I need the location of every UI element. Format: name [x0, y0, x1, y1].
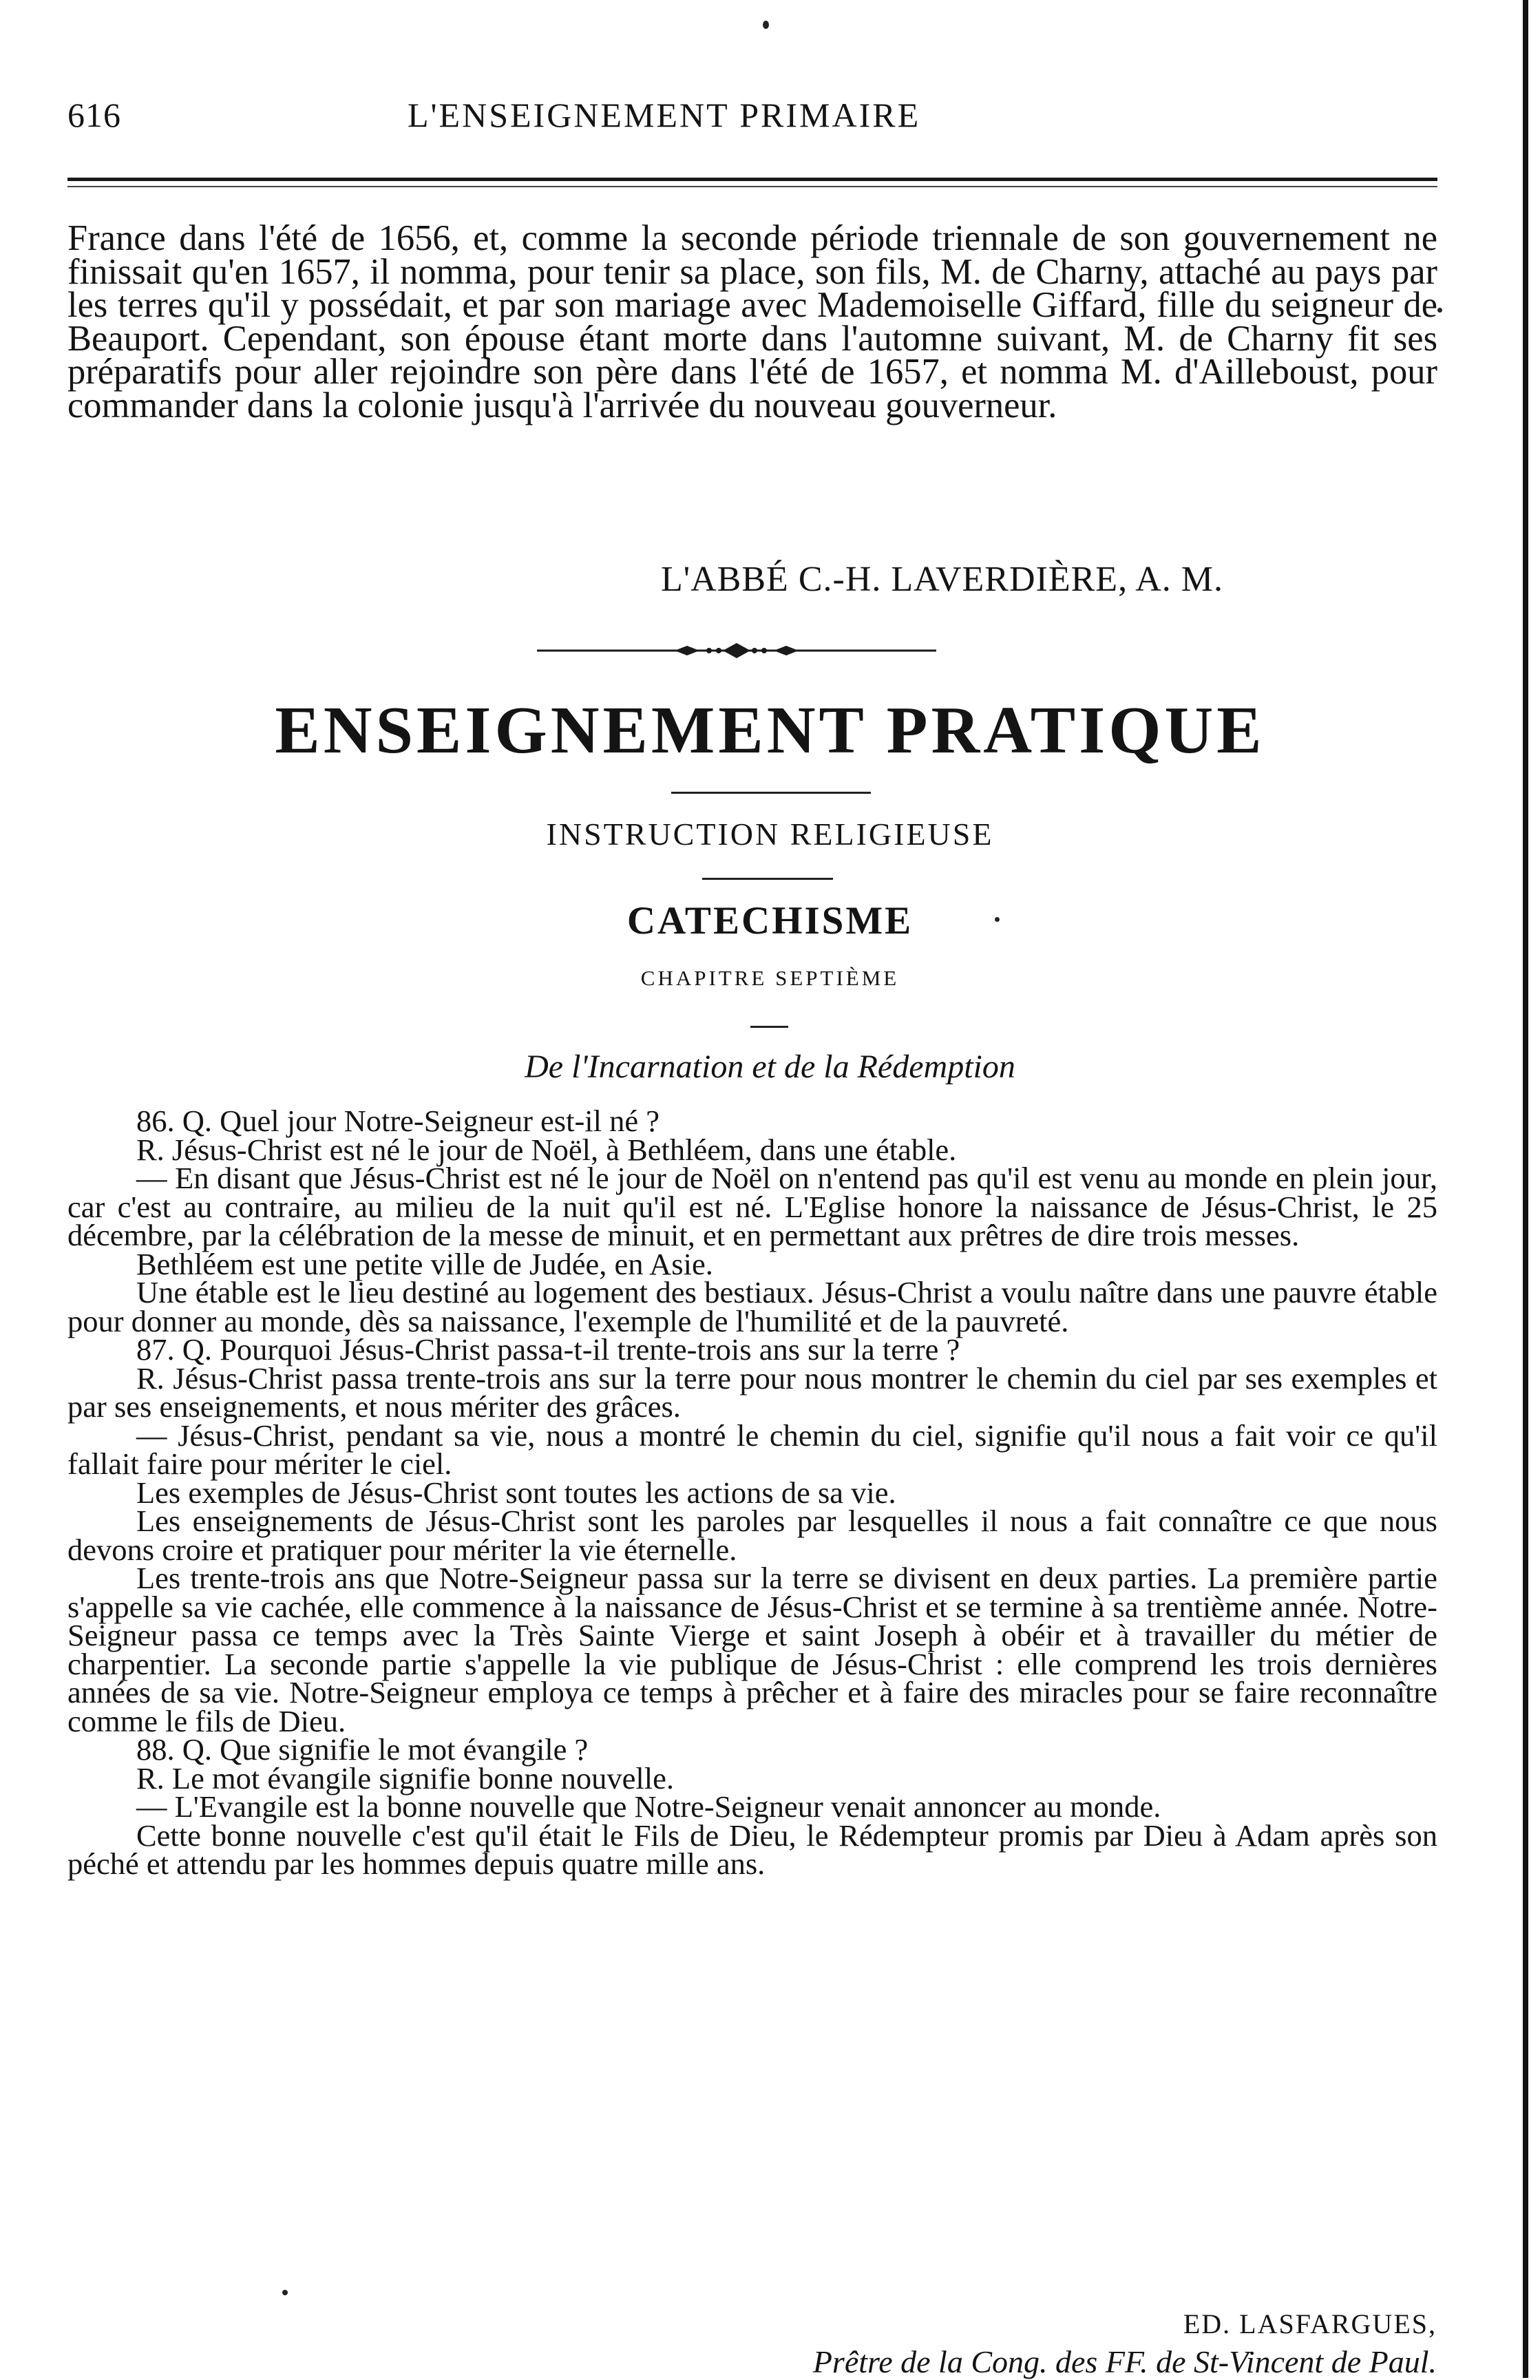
catechism-line: R. Jésus-Christ est né le jour de Noël, à Bethléem, dans une étable. — [136, 1132, 957, 1167]
page-edge-line — [1523, 0, 1528, 2378]
catechism-line: Une étable est le lieu destiné au logement des bestiaux. Jésus-Christ a voulu naître dans une pauvre étable pour donner au monde, dès sa naissance, l'exemple de l'humilité et de la pauvreté. — [67, 1275, 1437, 1338]
catechism-line: — Jésus-Christ, pendant sa vie, nous a montré le chemin du ciel, signifie qu'il nous a fait voir ce qu'il fallait faire pour mériter le ciel. — [67, 1418, 1437, 1481]
catechism-line: — En disant que Jésus-Christ est né le jour de Noël on n'entend pas qu'il est venu au monde en plein jour, car c'est au contraire, au milieu de la nuit qu'il est né. L'Eglise honore la naissance de Jésus-Christ, le 25 décembre, par la célébration de la messe de minuit, et en permettant aux prêtres de dire trois messes. — [67, 1161, 1437, 1252]
catechism-line: Bethléem est une petite ville de Judée, en Asie. — [136, 1246, 713, 1281]
ink-speck — [282, 2290, 288, 2295]
catechism-line: Les enseignements de Jésus-Christ sont les paroles par lesquelles il nous a fait connaître ce que nous devons croire et pratiquer pour mériter la vie éternelle. — [67, 1504, 1437, 1567]
ink-speck — [763, 21, 769, 29]
article-body — [67, 218, 1437, 425]
article-signature: L'ABBÉ C.-H. LAVERDIÈRE, A. M. — [661, 560, 1223, 599]
ornament-divider — [537, 640, 936, 661]
catechism-line: R. Jésus-Christ passa trente-trois ans sur la terre pour nous montrer le chemin du ciel par ses exemples et par ses enseignements, et nous mériter des grâces. — [67, 1360, 1437, 1424]
catechism-line: Les trente-trois ans que Notre-Seigneur passa sur la terre se divisent en deux parties. La première partie s'appelle sa vie cachée, elle commence à la naissance de Jésus-Christ et se termine à sa trentième année. Notre-Seigneur passa ce temps avec la Très Sainte Vierge et saint Joseph à obéir et à travailler du métier de charpentier. La seconde partie s'appelle la vie publique de Jésus-Christ : elle comprend les trois dernières années de sa vie. Notre-Seigneur employa ce temps à prêcher et à faire des miracles pour se faire reconnaître comme le fils de Dieu. — [67, 1561, 1437, 1738]
page-number: 616 — [67, 96, 121, 134]
page-header — [67, 95, 1437, 150]
topic-title: De l'Incarnation et de la Rédemption — [525, 1049, 1015, 1085]
author-name: ED. LASFARGUES, — [1183, 2308, 1437, 2339]
catechism-line: 86. Q. Quel jour Notre-Seigneur est-il né ? — [136, 1104, 660, 1138]
short-rule — [750, 1026, 788, 1028]
short-rule — [671, 792, 871, 794]
running-title: L'ENSEIGNEMENT PRIMAIRE — [408, 96, 921, 134]
catechism-heading: CATECHISME — [626, 899, 914, 942]
catechism-line: — L'Evangile est la bonne nouvelle que Notre-Seigneur venait annoncer au monde. — [136, 1789, 1161, 1824]
section-title: ENSEIGNEMENT PRATIQUE — [275, 693, 1265, 768]
catechism-line: R. Le mot évangile signifie bonne nouvelle. — [136, 1760, 675, 1795]
article-paragraph: France dans l'été de 1656, et, comme la seconde période triennale de son gouvernement ne finissait qu'en 1657, il nomma, pour tenir sa place, son fils, M. de Charny, attaché au pays par les terres qu'il y possédait, et par son mariage avec Mademoiselle Giffard, fille du seigneur de Beauport. Cependant, son épouse étant morte dans l'automne suivant, M. de Charny fit ses préparatifs pour aller rejoindre son père dans l'été de 1657, et nomma M. d'Ailleboust, pour commander dans la colonie jusqu'à l'arrivée du nouveau gouverneur. — [67, 218, 1437, 425]
catechism-line: 88. Q. Que signifie le mot évangile ? — [136, 1732, 589, 1767]
author-title: Prêtre de la Cong. des FF. de St-Vincent de Paul. — [812, 2344, 1437, 2379]
catechism-line: Les exemples de Jésus-Christ sont toutes les actions de sa vie. — [136, 1475, 896, 1510]
chapter-label: CHAPITRE SEPTIÈME — [640, 966, 900, 990]
catechism-line: Cette bonne nouvelle c'est qu'il était le Fils de Dieu, le Rédempteur promis par Dieu à Adam après son péché et attendu par les hommes depuis quatre mille ans. — [67, 1818, 1437, 1881]
catechism-line: 87. Q. Pourquoi Jésus-Christ passa-t-il trente-trois ans sur la terre ? — [136, 1332, 960, 1367]
ink-speck — [1437, 308, 1442, 313]
catechism-body — [67, 1104, 1437, 1881]
header-rule-thin — [67, 186, 1437, 187]
header-rule — [67, 178, 1437, 181]
short-rule — [702, 878, 833, 880]
section-subtitle: INSTRUCTION RELIGIEUSE — [546, 817, 994, 852]
